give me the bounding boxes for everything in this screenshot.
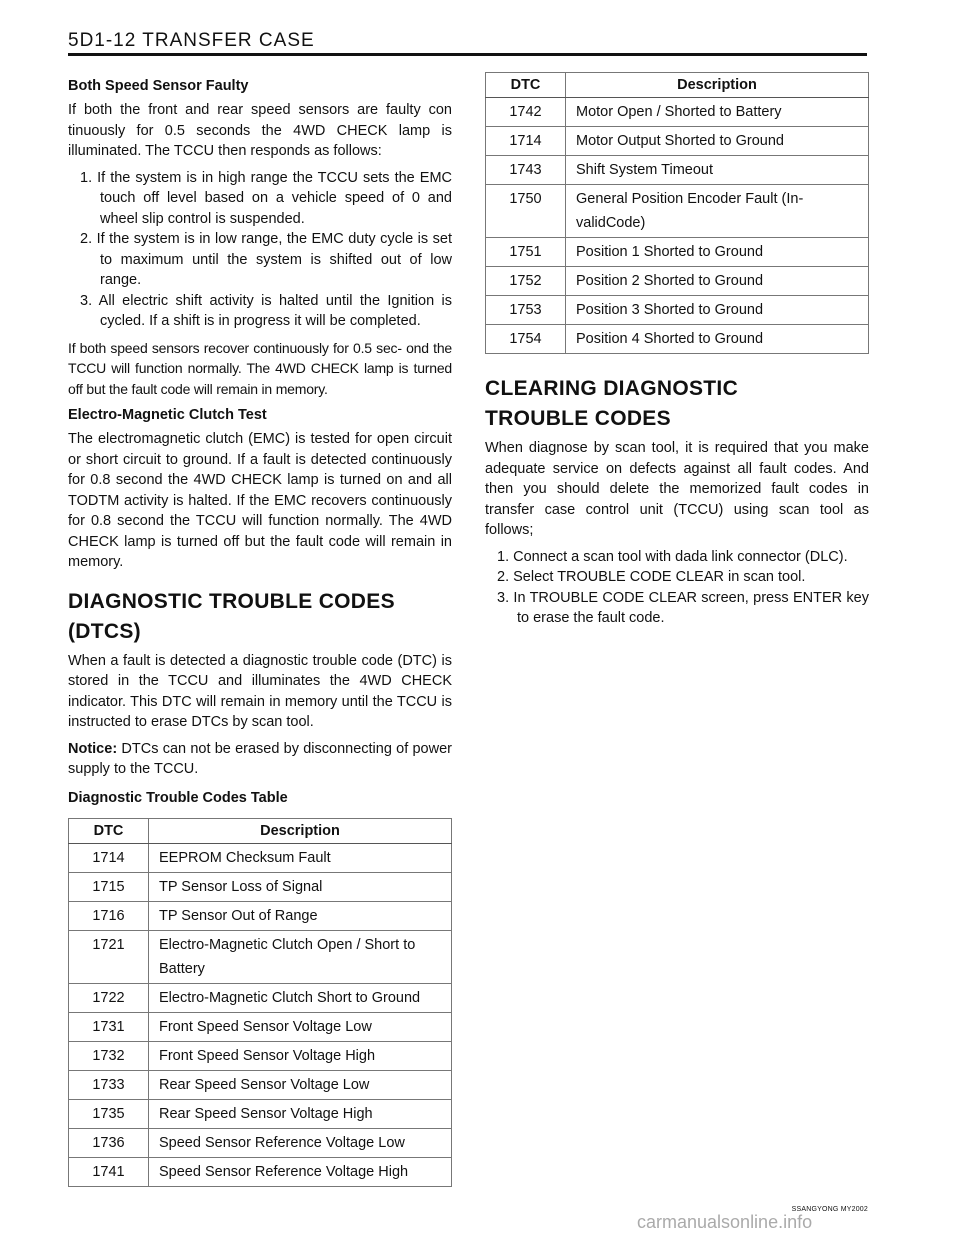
section-heading-speed-sensor: Both Speed Sensor Faulty bbox=[68, 78, 249, 94]
dtc-code: 1736 bbox=[69, 1128, 149, 1157]
table-row bbox=[69, 983, 452, 1012]
table-header-row bbox=[486, 73, 869, 98]
table-row bbox=[69, 930, 452, 983]
dtc-description: Position 2 Shorted to Ground bbox=[566, 267, 869, 296]
dtc-description: Front Speed Sensor Voltage Low bbox=[149, 1012, 452, 1041]
column-header-dtc: DTC bbox=[486, 73, 566, 98]
dtc-code: 1741 bbox=[69, 1157, 149, 1186]
table-row bbox=[69, 1070, 452, 1099]
dtc-description: Motor Output Shorted to Ground bbox=[566, 127, 869, 156]
list-item: 1. If the system is in high range the TCCU sets the EMC touch off level based on a vehicle speed of 0 and wheel slip control is suspended. bbox=[80, 169, 452, 227]
notice-label: Notice: bbox=[68, 740, 118, 757]
clearing-body: When diagnose by scan tool, it is required that you make adequate service on defects against all fault codes. And then you should delete the memorized fault codes in transfer case control unit (TCCU) using scan tool as follows; bbox=[485, 440, 869, 538]
clearing-section-heading: CLEARING DIAGNOSTIC TROUBLE CODES bbox=[485, 377, 739, 430]
dtc-code: 1731 bbox=[69, 1012, 149, 1041]
dtc-code: 1751 bbox=[486, 238, 566, 267]
dtc-code: 1714 bbox=[69, 843, 149, 872]
dtc-code: 1714 bbox=[486, 127, 566, 156]
table-row bbox=[486, 98, 869, 127]
speed-sensor-intro: If both the front and rear speed sensors are faulty con tinuously for 0.5 seconds the 4WD CHECK lamp is illuminated. The TCCU then responds as follows: bbox=[68, 102, 452, 159]
dtc-description: Speed Sensor Reference Voltage Low bbox=[149, 1128, 452, 1157]
dtc-description: TP Sensor Loss of Signal bbox=[149, 872, 452, 901]
emc-test-body: The electromagnetic clutch (EMC) is tested for open circuit or short circuit to ground. If a fault is detected continuously for 0.8 second the 4WD CHECK lamp is turned on and all TODTM activity is halted. If the EMC recovers continuously for 0.8 second the TCCU will function normally. The 4WD CHECK lamp is turned off but the fault code will remain in memory. bbox=[68, 431, 452, 570]
dtc-description: Rear Speed Sensor Voltage Low bbox=[149, 1070, 452, 1099]
list-item: 1. Connect a scan tool with dada link connector (DLC). bbox=[497, 548, 848, 565]
table-row bbox=[486, 325, 869, 354]
notice-paragraph bbox=[68, 739, 452, 780]
table-row bbox=[486, 296, 869, 325]
speed-sensor-list bbox=[68, 168, 452, 332]
table-row bbox=[69, 843, 452, 872]
dtc-code: 1722 bbox=[69, 983, 149, 1012]
dtc-table-left bbox=[68, 818, 452, 1187]
dtc-section-heading: DIAGNOSTIC TROUBLE CODES (DTCS) bbox=[68, 589, 395, 643]
table-row bbox=[486, 185, 869, 238]
right-column bbox=[485, 72, 869, 635]
dtc-description: Position 3 Shorted to Ground bbox=[566, 296, 869, 325]
dtc-code: 1750 bbox=[486, 185, 566, 238]
table-row bbox=[69, 1099, 452, 1128]
dtc-description: Speed Sensor Reference Voltage High bbox=[149, 1157, 452, 1186]
list-item: 2. If the system is in low range, the EMC duty cycle is set to maximum until the system is shifted out of low range. bbox=[80, 231, 452, 288]
table-row bbox=[69, 1041, 452, 1070]
dtc-description: General Position Encoder Fault (In- validCode) bbox=[566, 185, 869, 238]
dtc-description: Electro-Magnetic Clutch Short to Ground bbox=[149, 983, 452, 1012]
dtc-code: 1754 bbox=[486, 325, 566, 354]
list-item: 3. In TROUBLE CODE CLEAR screen, press ENTER key to erase the fault code. bbox=[497, 589, 869, 626]
watermark: carmanualsonline.info bbox=[637, 1212, 813, 1232]
footer-model: SSANGYONG MY2002 bbox=[791, 1206, 868, 1213]
table-row bbox=[486, 238, 869, 267]
dtc-code: 1735 bbox=[69, 1099, 149, 1128]
table-header-row bbox=[69, 818, 452, 843]
dtc-description: Shift System Timeout bbox=[566, 156, 869, 185]
table-row bbox=[486, 267, 869, 296]
column-header-description: Description bbox=[149, 818, 452, 843]
dtc-code: 1715 bbox=[69, 872, 149, 901]
header-rule bbox=[68, 53, 867, 56]
dtc-description: Position 1 Shorted to Ground bbox=[566, 238, 869, 267]
table-row bbox=[69, 1128, 452, 1157]
table-row bbox=[486, 127, 869, 156]
page-header-title: 5D1-12 TRANSFER CASE bbox=[68, 30, 315, 51]
list-item: 2. Select TROUBLE CODE CLEAR in scan tool. bbox=[497, 569, 806, 585]
left-column bbox=[68, 76, 452, 1187]
table-row bbox=[69, 901, 452, 930]
table-row bbox=[69, 1157, 452, 1186]
speed-sensor-recover: If both speed sensors recover continuously for 0.5 sec- ond the TCCU will function normally. The 4WD CHECK lamp is turned off but the fault code will remain in memory. bbox=[68, 339, 452, 397]
dtc-code: 1753 bbox=[486, 296, 566, 325]
dtc-table-heading: Diagnostic Trouble Codes Table bbox=[68, 789, 288, 806]
section-heading-emc-test: Electro-Magnetic Clutch Test bbox=[68, 407, 267, 423]
dtc-description: Motor Open / Shorted to Battery bbox=[566, 98, 869, 127]
dtc-body: When a fault is detected a diagnostic trouble code (DTC) is stored in the TCCU and illuminates the 4WD CHECK indicator. This DTC will remain in memory until the TCCU is instructed to erase DTCs by scan tool. bbox=[68, 652, 452, 730]
dtc-description: Position 4 Shorted to Ground bbox=[566, 325, 869, 354]
dtc-code: 1743 bbox=[486, 156, 566, 185]
column-header-dtc: DTC bbox=[69, 818, 149, 843]
dtc-code: 1742 bbox=[486, 98, 566, 127]
dtc-description: TP Sensor Out of Range bbox=[149, 901, 452, 930]
dtc-code: 1733 bbox=[69, 1070, 149, 1099]
dtc-table-right bbox=[485, 72, 869, 354]
notice-text: DTCs can not be erased by disconnecting of power supply to the TCCU. bbox=[68, 740, 452, 777]
dtc-description: Front Speed Sensor Voltage High bbox=[149, 1041, 452, 1070]
dtc-description: Rear Speed Sensor Voltage High bbox=[149, 1099, 452, 1128]
dtc-code: 1716 bbox=[69, 901, 149, 930]
column-header-description: Description bbox=[566, 73, 869, 98]
table-row bbox=[486, 156, 869, 185]
table-row bbox=[69, 1012, 452, 1041]
table-row bbox=[69, 872, 452, 901]
dtc-code: 1752 bbox=[486, 267, 566, 296]
clearing-steps-list bbox=[485, 547, 869, 629]
dtc-code: 1732 bbox=[69, 1041, 149, 1070]
dtc-description: EEPROM Checksum Fault bbox=[149, 843, 452, 872]
dtc-code: 1721 bbox=[69, 930, 149, 983]
list-item: 3. All electric shift activity is halted until the Ignition is cycled. If a shift is in progress it will be completed. bbox=[80, 292, 452, 329]
dtc-description: Electro-Magnetic Clutch Open / Short to Battery bbox=[149, 930, 452, 983]
